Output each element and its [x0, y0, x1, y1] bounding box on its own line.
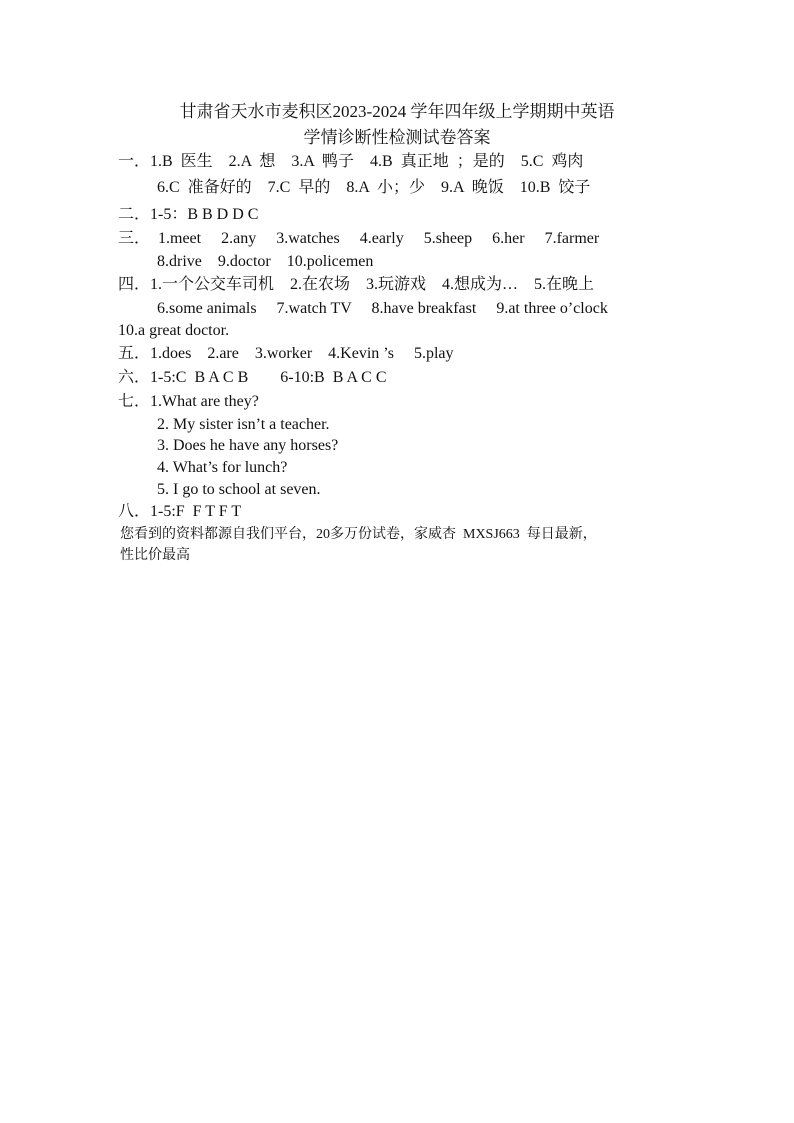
section7-row4: 4. What’s for lunch?	[157, 459, 288, 476]
document-title-line2: 学情诊断性检测试卷答案	[303, 128, 491, 147]
section7-row3: 3. Does he have any horses?	[157, 437, 339, 454]
section6-answers: 六．1-5:C B A C B 6-10:B B A C C	[118, 369, 387, 386]
section4-row2: 6.some animals 7.watch TV 8.have breakfast 9.at three o’clock	[157, 300, 608, 317]
section7-row5: 5. I go to school at seven.	[157, 481, 321, 498]
section4-row1: 四．1.一个公交车司机 2.在农场 3.玩游戏 4.想成为… 5.在晚上	[118, 276, 595, 293]
section1-row2: 6.C 准备好的 7.C 早的 8.A 小；少 9.A 晚饭 10.B 饺子	[157, 179, 591, 196]
section3-row1: 三． 1.meet 2.any 3.watches 4.early 5.sheep 6.her 7.farmer	[118, 230, 600, 247]
section3-row2: 8.drive 9.doctor 10.policemen	[157, 253, 374, 270]
footer-note-line1: 您看到的资料都源自我们平台，20多万份试卷，家威杏 MXSJ663 每日最新，	[120, 527, 597, 542]
document-title-line1: 甘肃省天水市麦积区2023-2024 学年四年级上学期期中英语	[179, 102, 615, 121]
section7-row1: 七．1.What are they?	[118, 393, 259, 410]
section1-row1: 一．1.B 医生 2.A 想 3.A 鸭子 4.B 真正地 ；是的 5.C 鸡肉	[118, 153, 584, 170]
section8-answers: 八．1-5:F F T F T	[118, 503, 242, 520]
section4-row3: 10.a great doctor.	[118, 322, 230, 339]
section5-answers: 五．1.does 2.are 3.worker 4.Kevin ’s 5.play	[118, 345, 454, 362]
footer-note-line2: 性比价最高	[120, 548, 190, 563]
section7-row2: 2. My sister isn’t a teacher.	[157, 416, 330, 433]
section2-answers: 二．1-5：B B D D C	[118, 206, 259, 223]
